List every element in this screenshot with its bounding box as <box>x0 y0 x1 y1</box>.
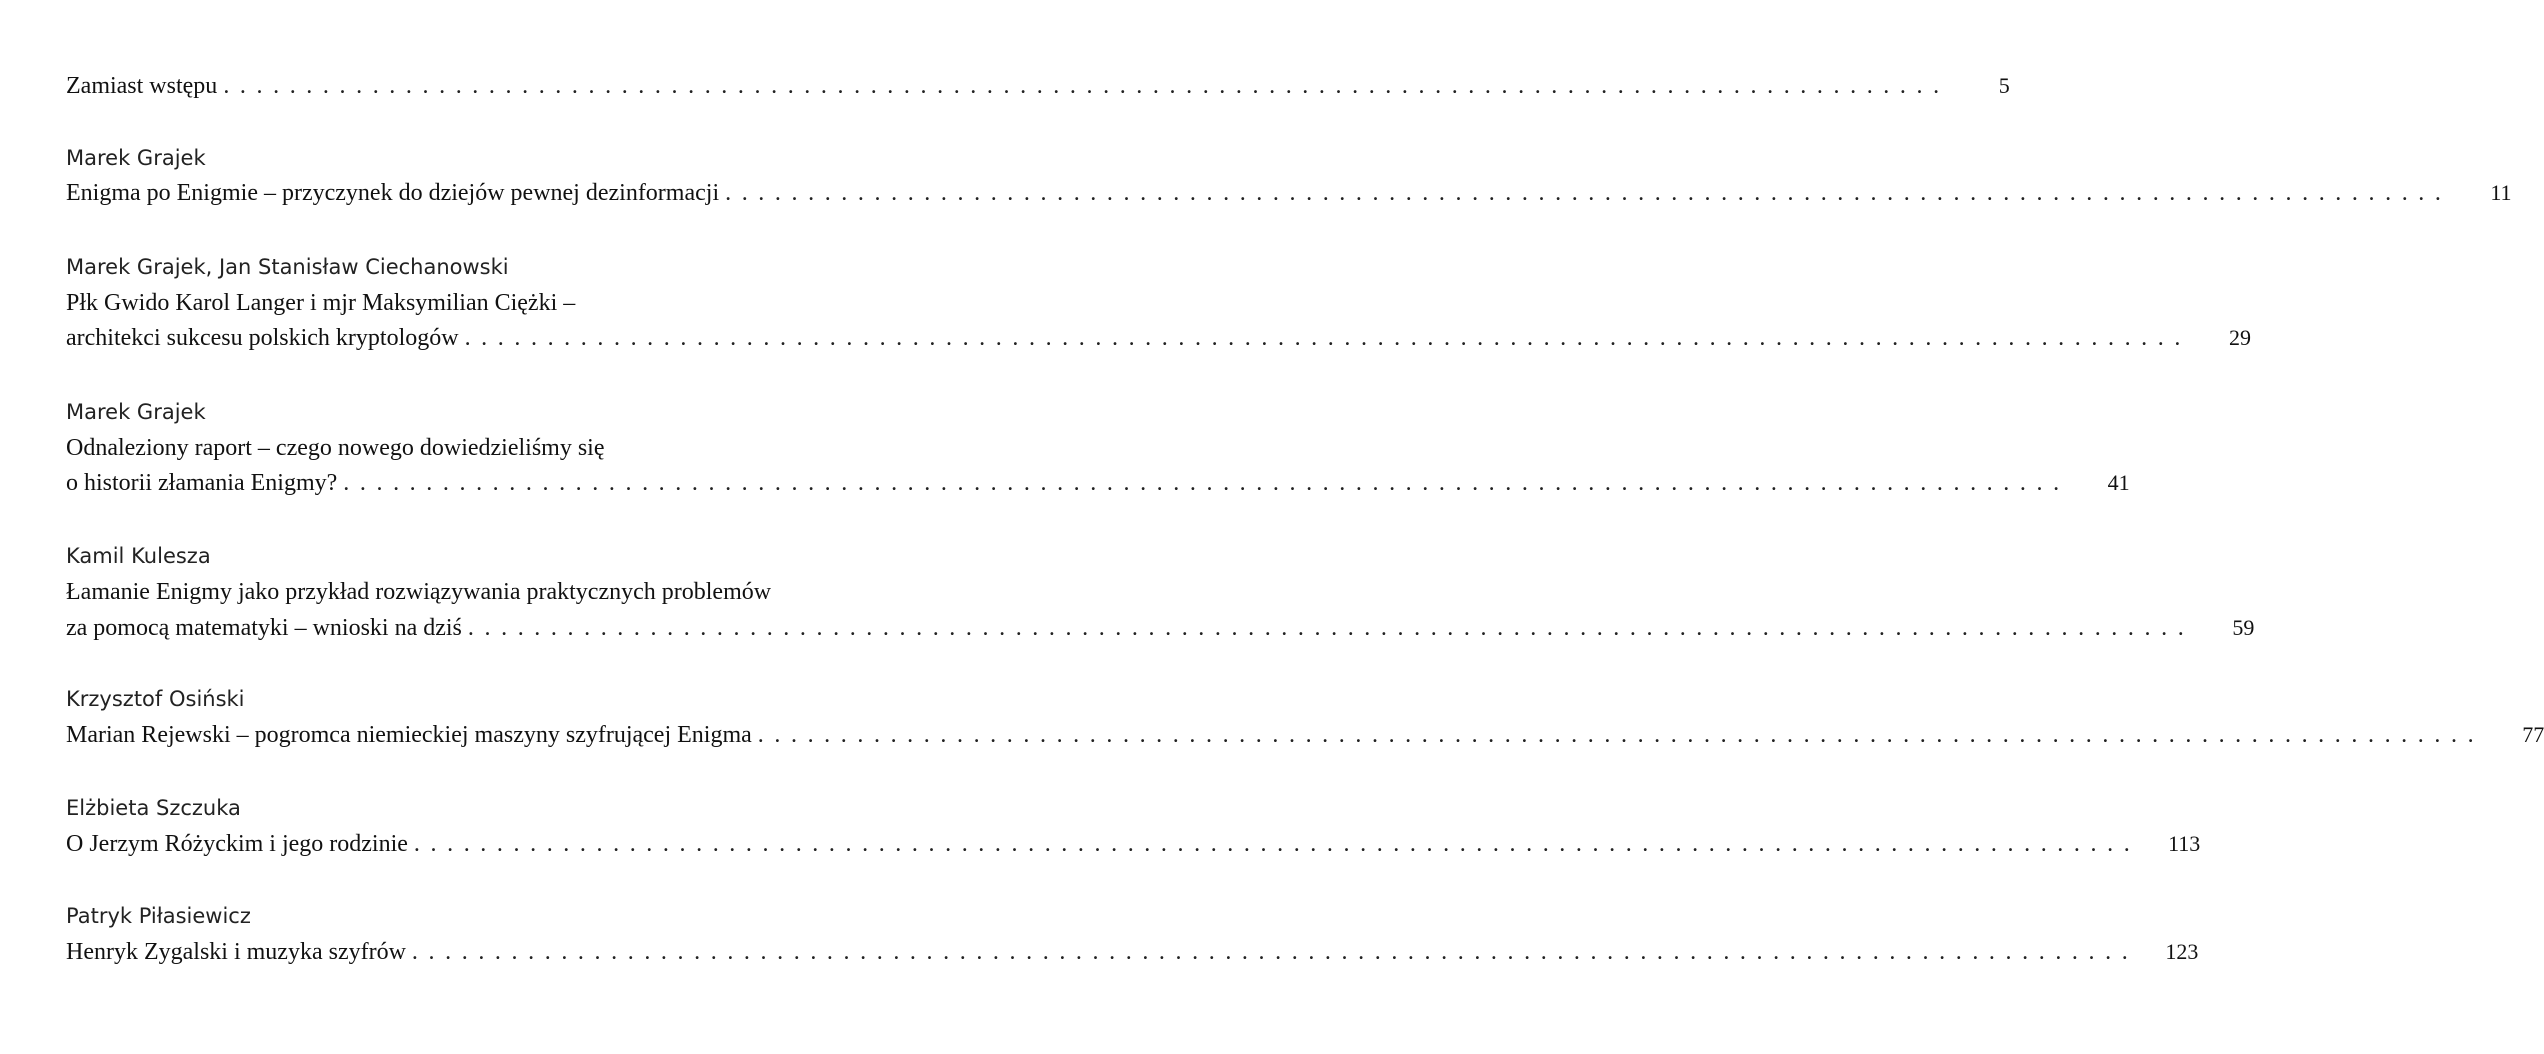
toc-entry <box>66 178 2512 208</box>
toc-entry-intro <box>66 71 2010 101</box>
toc-title: Henryk Zygalski i muzyka szyfrów <box>66 939 406 965</box>
toc-author: Patryk Piłasiewicz <box>66 904 251 928</box>
toc-title: Marian Rejewski – pogromca niemieckiej maszyny szyfrującej Enigma <box>66 722 752 748</box>
toc-author: Marek Grajek <box>66 146 206 170</box>
dot-leader: ........................................................................................................ <box>464 325 2191 351</box>
toc-author: Marek Grajek <box>66 400 206 424</box>
toc-entry <box>66 829 2201 859</box>
dot-leader: ........................................................................................................ <box>223 73 1950 99</box>
toc-author: Krzysztof Osiński <box>66 687 245 711</box>
toc-page-number: 123 <box>2165 939 2199 964</box>
dot-leader: ........................................................................................................ <box>343 470 2070 496</box>
toc-page-number: 5 <box>1998 73 2010 98</box>
toc-page-number: 77 <box>2522 722 2544 747</box>
toc-entry <box>66 937 2199 967</box>
toc-title-line: Odnaleziony raport – czego nowego dowiedzieliśmy się <box>66 435 605 461</box>
toc-entry <box>66 720 2544 750</box>
toc-title-line: Płk Gwido Karol Langer i mjr Maksymilian Ciężki – <box>66 290 576 316</box>
toc-title: za pomocą matematyki – wnioski na dziś <box>66 615 462 641</box>
toc-author: Marek Grajek, Jan Stanisław Ciechanowski <box>66 255 509 279</box>
dot-leader: ........................................................................................................ <box>467 615 2195 641</box>
dot-leader: ........................................................................................................ <box>757 722 2485 748</box>
toc-page-number: 113 <box>2168 831 2201 856</box>
toc-entry <box>66 613 2255 643</box>
toc-entry <box>66 468 2130 498</box>
toc-page-number: 41 <box>2107 470 2130 495</box>
toc-page-number: 29 <box>2228 325 2251 350</box>
toc-title-line: Łamanie Enigmy jako przykład rozwiązywania praktycznych problemów <box>66 579 772 605</box>
dot-leader: ........................................................................................................ <box>725 180 2452 206</box>
toc-title: o historii złamania Enigmy? <box>66 470 338 496</box>
dot-leader: ........................................................................................................ <box>411 939 2139 965</box>
dot-leader: ........................................................................................................ <box>413 831 2141 857</box>
toc-title: Enigma po Enigmie – przyczynek do dziejów pewnej dezinformacji <box>66 180 720 206</box>
toc-author: Kamil Kulesza <box>66 544 211 568</box>
toc-title: architekci sukcesu polskich kryptologów <box>66 325 459 351</box>
toc-author: Elżbieta Szczuka <box>66 796 241 820</box>
toc-title: Zamiast wstępu <box>66 73 218 99</box>
toc-title: O Jerzym Różyckim i jego rodzinie <box>66 831 408 857</box>
toc-entry <box>66 323 2251 353</box>
toc-page-number: 59 <box>2232 615 2255 640</box>
toc-page-number: 11 <box>2490 180 2512 205</box>
